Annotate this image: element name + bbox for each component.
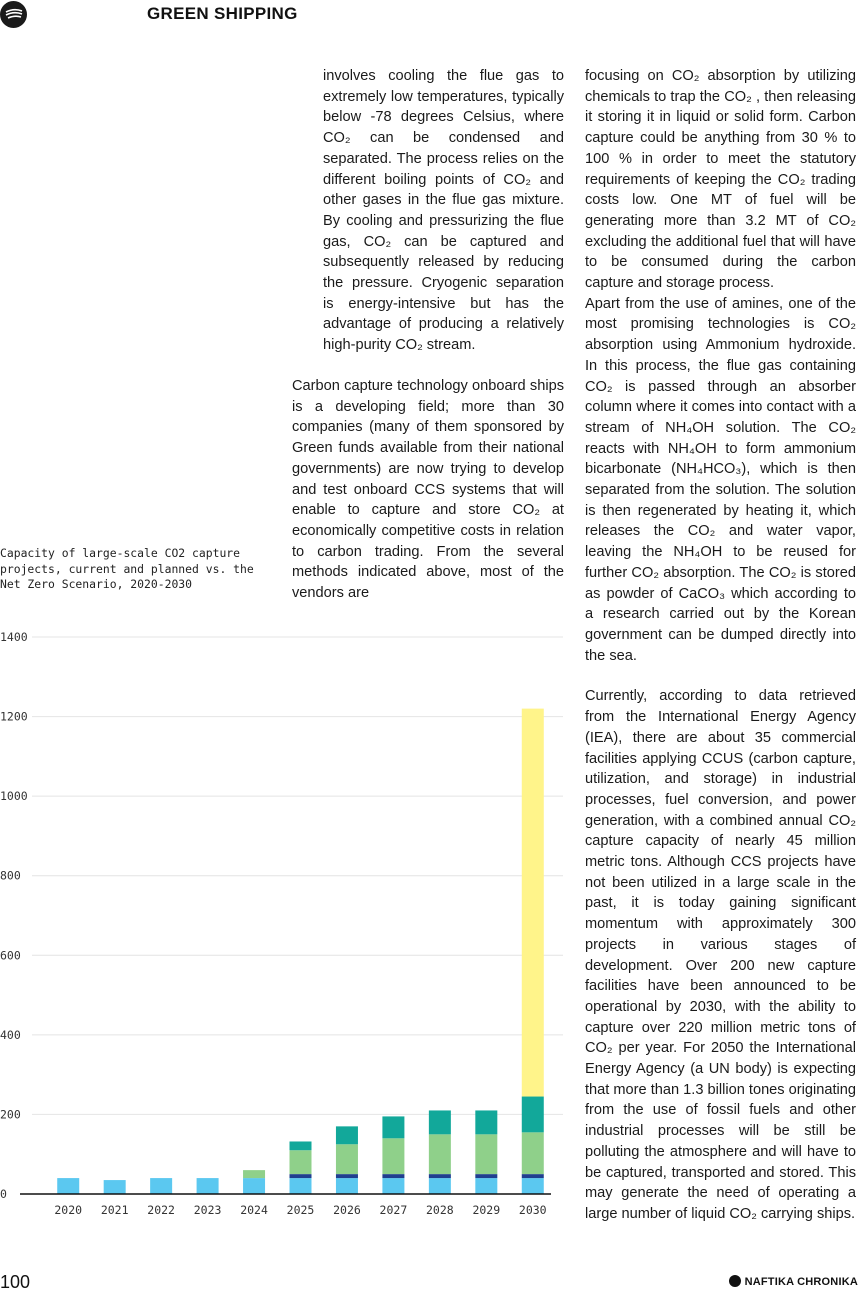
bar-segment (290, 1141, 312, 1150)
section-title: GREEN SHIPPING (147, 4, 298, 23)
chart-canvas (0, 620, 580, 1260)
bar-segment (243, 1178, 265, 1194)
bar-segment (290, 1174, 312, 1178)
bar-segment (475, 1174, 497, 1178)
x-tick-label: 2025 (286, 1203, 315, 1217)
y-tick-label: 1200 (0, 709, 28, 724)
y-tick-label: 1400 (0, 630, 28, 644)
bar-segment (336, 1144, 358, 1174)
bar-segment (522, 1097, 544, 1133)
bar-segment (336, 1126, 358, 1144)
x-tick-label: 2029 (472, 1203, 501, 1217)
y-tick-label: 600 (0, 948, 21, 963)
bar-segment (336, 1174, 358, 1178)
article-paragraph: Apart from the use of amines, one of the most promising technologies is CO₂ absorption using Ammonium hydroxide. In this process, the flue gas containing CO₂ is passed through an absorber column where it comes into contact with a stream of NH₄OH solution. The CO₂ reacts with NH₄OH to form ammonium bicarbonate (NH₄HCO₃), which is then separated from the solution. The solution is then regenerated by heating it, which releases the CO₂ and water vapor, leaving the NH₄OH to be reused for further CO₂ absorption. The CO₂ is stored as powder of CaCO₃ which according to a research carried out by the Korean government can be dumped directly into the sea. (585, 295, 856, 664)
y-tick-label: 1000 (0, 789, 28, 804)
y-tick-label: 0 (0, 1187, 7, 1201)
bar-segment (197, 1178, 219, 1194)
article-paragraph: focusing on CO₂ absorption by utilizing chemicals to trap the CO₂ , then releasing it storing it in liquid or solid form. Carbon capture could be anything from 30 % to 100 % in order to meet the statutory requirements of keeping the CO₂ trading costs low. One MT of fuel will be generating more than 3.2 MT of CO₂ excluding the additional fuel that will have to be consumed during the carbon capture and storage process. (585, 68, 856, 292)
bar-segment (382, 1178, 404, 1194)
page-header (0, 0, 860, 30)
bar-segment (429, 1110, 451, 1134)
bar-segment (382, 1116, 404, 1138)
bar-segment (429, 1134, 451, 1174)
chart-caption: Capacity of large-scale CO2 capture projects, current and planned vs. the Net Zero Scenario, 2020-2030 (0, 546, 254, 591)
page-number: 100 (0, 1272, 31, 1292)
bar-segment (475, 1110, 497, 1134)
bar-segment (475, 1134, 497, 1174)
bar-segment (290, 1178, 312, 1194)
x-tick-label: 2030 (518, 1203, 547, 1217)
magazine-logo-icon (0, 1, 27, 28)
x-tick-label: 2020 (54, 1203, 83, 1217)
bar-segment (522, 1178, 544, 1194)
bar-segment (475, 1178, 497, 1194)
bar-segment (150, 1178, 172, 1194)
x-tick-label: 2027 (379, 1203, 408, 1217)
y-tick-label: 400 (0, 1027, 21, 1042)
x-tick-label: 2024 (240, 1203, 268, 1217)
article-column-middle-top (323, 66, 564, 356)
x-tick-label: 2021 (100, 1203, 129, 1217)
bar-segment (382, 1174, 404, 1178)
x-tick-label: 2026 (333, 1203, 361, 1217)
x-tick-label: 2028 (426, 1203, 454, 1217)
footer-brand (729, 1275, 858, 1288)
article-column-middle-bottom (292, 376, 564, 604)
bar-segment (522, 1132, 544, 1174)
bar-segment (243, 1170, 265, 1178)
brand-name: NAFTIKA CHRONIKA (744, 1276, 858, 1288)
bar-segment (104, 1180, 126, 1194)
brand-logo-icon (729, 1275, 741, 1287)
bar-segment (290, 1150, 312, 1174)
y-tick-label: 800 (0, 868, 21, 883)
bar-segment (382, 1138, 404, 1174)
article-column-right (585, 66, 856, 1225)
y-tick-label: 200 (0, 1107, 21, 1122)
article-paragraph: Carbon capture technology onboard ships is a developing field; more than 30 companies (many of them sponsored by Green funds available from their national governments) are now trying to develop and test onboard CCS systems that will enable to capture and store CO₂ at economically competitive costs in relation to carbon trading. From the several methods indicated above, most of the vendors are (292, 378, 564, 602)
capture-capacity-chart (0, 620, 580, 1260)
bar-segment (522, 709, 544, 1097)
bar-segment (429, 1178, 451, 1194)
article-paragraph: involves cooling the flue gas to extremely low temperatures, typically below -78 degrees Celsius, where CO₂ can be condensed and separated. The process relies on the different boiling points of CO₂ and other gases in the flue gas mixture. By cooling and pressurizing the flue gas, CO₂ can be captured and subsequently released by reducing the pressure. Cryogenic separation is energy-intensive but has the advantage of producing a relatively high-purity CO₂ stream. (323, 68, 564, 354)
x-tick-label: 2023 (193, 1203, 222, 1217)
bar-segment (429, 1174, 451, 1178)
bar-segment (336, 1178, 358, 1194)
bar-segment (522, 1174, 544, 1178)
bar-segment (57, 1178, 79, 1194)
x-tick-label: 2022 (147, 1203, 175, 1217)
article-paragraph: Currently, according to data retrieved from the International Energy Agency (IEA), there are about 35 commercial facilities applying CCUS (carbon capture, utilization, and storage) in industrial processes, fuel conversion, and power generation, with a combined annual CO₂ capture capacity of nearly 45 million metric tons. Although CCS projects have not been utilized in a large scale in the past, it is today gaining significant momentum with approximately 300 projects in various stages of development. Over 200 new capture facilities have been announced to be operational by 2030, with the ability to capture over 220 million metric tons of CO₂ per year. For 2050 the International Energy Agency (a UN body) is expecting that more than 1.3 billion tones originating from the use of fossil fuels and other industrial processes will be still be polluting the atmosphere and will have to be captured, transported and stored. This may generate the need of operating a large number of liquid CO₂ carrying ships. (585, 688, 856, 1222)
